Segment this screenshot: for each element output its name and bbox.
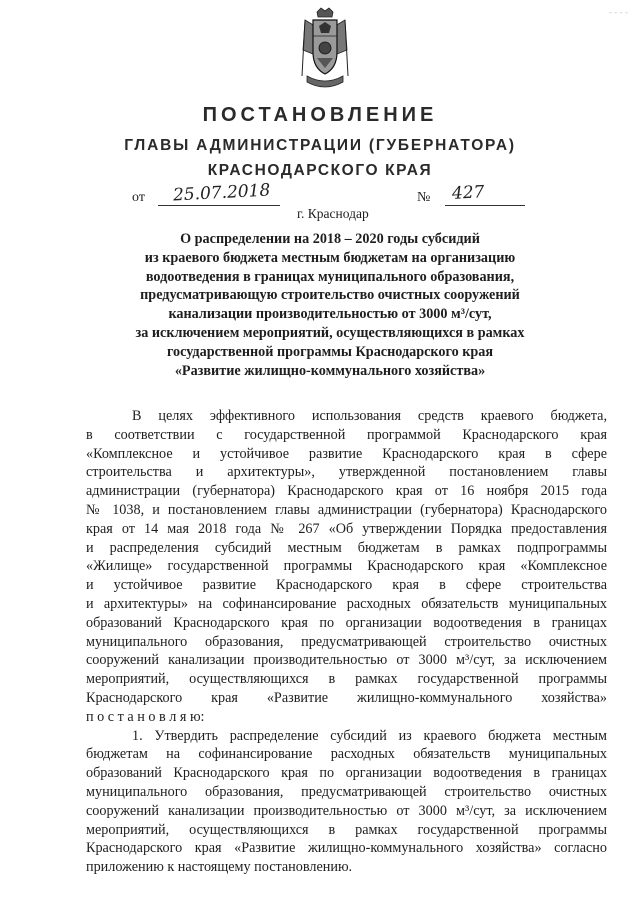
- number-label: №: [417, 190, 431, 205]
- title-line: «Развитие жилищно-коммунального хозяйства»: [174, 362, 486, 379]
- document-type-heading: ПОСТАНОВЛЕНИЕ: [202, 104, 438, 126]
- resolve-line: п о с т а н о в л я ю:: [86, 708, 205, 725]
- body-line: края от 14 мая 2018 года № 267 «Об утверждении Порядка предоставления: [86, 520, 607, 537]
- date-label: от: [132, 190, 145, 205]
- body-line: «Комплексное и устойчивое развитие Краснодарского края в сфере: [86, 445, 607, 462]
- body-line: мероприятий, осуществляющихся в рамках государственной программы: [86, 821, 607, 838]
- number-underline: [445, 205, 525, 206]
- document-body: [86, 407, 607, 877]
- body-line: Краснодарского края «Развитие жилищно-коммунального хозяйства»: [86, 689, 607, 706]
- handwritten-date: 25.07.2018: [172, 180, 271, 206]
- body-line: и архитектуры» на софинансирование расходных обязательств муниципальных: [86, 595, 607, 612]
- body-line: и устойчивое развитие Краснодарского края в сфере строительства: [86, 577, 607, 594]
- coat-of-arms-icon: [299, 6, 351, 92]
- body-line: «Жилище» государственной программы Краснодарского края «Комплексное: [86, 558, 607, 575]
- title-line: канализации производительностью от 3000 м³/сут,: [168, 306, 492, 323]
- document-title: [70, 230, 590, 380]
- title-line: государственной программы Краснодарского края: [166, 343, 494, 360]
- date-underline: [158, 205, 280, 206]
- body-line: муниципального образования, предусматривающей строительство очистных: [86, 633, 607, 650]
- title-line: водоотведения в границах муниципального образования,: [145, 268, 515, 285]
- handwritten-number: 427: [451, 182, 485, 204]
- body-line: В целях эффективного использования средств краевого бюджета,: [132, 408, 607, 424]
- body-line: и распределения субсидий местным бюджетам в рамках подпрограммы: [86, 539, 607, 556]
- body-line: образований Краснодарского края по организации водоотведения в границах: [86, 765, 607, 782]
- title-line: предусматривающую строительство очистных сооружений: [140, 287, 520, 304]
- title-line: за исключением мероприятий, осуществляющихся в рамках: [135, 324, 525, 341]
- authority-heading: ГЛАВЫ АДМИНИСТРАЦИИ (ГУБЕРНАТОРА): [124, 137, 516, 154]
- region-heading: КРАСНОДАРСКОГО КРАЯ: [207, 162, 433, 179]
- city-name: г. Краснодар: [297, 206, 369, 221]
- body-line: сооружений канализации производительностью от 3000 м³/сут, за исключением: [86, 652, 607, 669]
- body-line: приложению к настоящему постановлению.: [86, 859, 353, 876]
- body-line: мероприятий, осуществляющихся в рамках государственной программы: [86, 671, 607, 688]
- title-line: О распределении на 2018 – 2020 годы субсидий: [180, 231, 480, 247]
- body-line: 1. Утвердить распределение субсидий из краевого бюджета местным: [132, 727, 607, 744]
- scan-mark: - - - -: [608, 8, 628, 17]
- body-line: в соответствии с государственной программой Краснодарского края: [86, 426, 607, 443]
- body-line: образований Краснодарского края по организации водоотведения в границах: [86, 614, 607, 631]
- body-line: бюджетам на софинансирование расходных обязательств муниципальных: [86, 746, 607, 763]
- body-line: администрации (губернатора) Краснодарского края от 16 ноября 2015 года: [86, 483, 607, 500]
- body-line: сооружений канализации производительностью от 3000 м³/сут, за исключением: [86, 802, 607, 819]
- body-line: муниципального образования, предусматривающей строительство очистных: [86, 783, 607, 800]
- body-line: строительства и архитектуры», утвержденной постановлением главы: [86, 464, 607, 481]
- body-line: № 1038, и постановлением главы администрации (губернатора) Краснодарского: [86, 501, 607, 518]
- title-line: из краевого бюджета местным бюджетам на организацию: [144, 249, 516, 266]
- body-line: Краснодарского края «Развитие жилищно-коммунального хозяйства» согласно: [86, 840, 607, 857]
